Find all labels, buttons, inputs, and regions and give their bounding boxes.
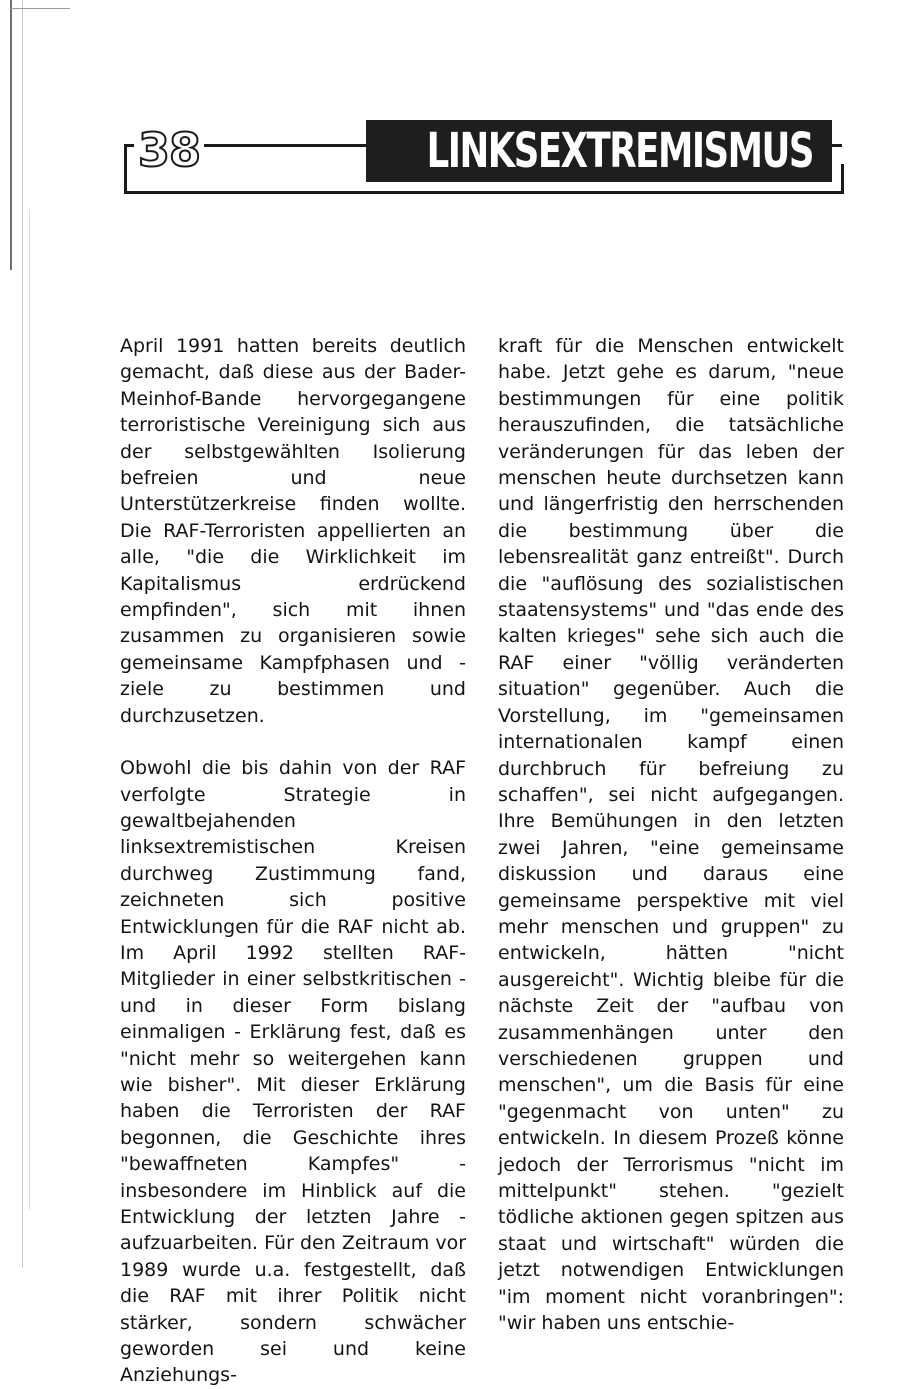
scan-edge-line (10, 8, 70, 9)
scan-edge-line (10, 0, 12, 270)
page-number: 38 (134, 122, 204, 178)
text-column-left (120, 333, 466, 1389)
scan-edge-line (22, 0, 23, 1268)
header-bracket-left (124, 144, 127, 194)
text-column-right (498, 333, 844, 1336)
section-title: LINKSEXTREMISMUS (426, 123, 813, 179)
section-title-box (366, 120, 832, 182)
paragraph: Obwohl die bis dahin von der RAF verfolgte Strategie in gewaltbejahenden linksextremistischen Kreisen durchweg Zustimmung fand, zeichneten sich positive Entwicklungen für die RAF nicht ab. Im April 1992 stellten RAF-Mitglieder in einer selbstkritischen - und in dieser Form bislang einmaligen - Erklärung fest, daß es "nicht mehr so weitergehen kann wie bisher". Mit dieser Erklärung haben die Terroristen der RAF begonnen, die Geschichte ihres "bewaffneten Kampfes" - insbesondere im Hinblick auf die Entwicklung der letzten Jahre - aufzuarbeiten. Für den Zeitraum vor 1989 wurde u.a. festgestellt, daß die RAF mit ihrer Politik nicht stärker, sondern schwächer geworden sei und keine Anziehungs- (120, 757, 466, 1387)
paragraph: kraft für die Menschen entwickelt habe. Jetzt gehe es darum, "neue bestimmungen für eine politik herauszufinden, die tatsächliche veränderungen für das leben der menschen heute durchsetzen kann und längerfristig den herrschenden die bestimmung über die lebensrealität ganz entreißt". Durch die "auflösung des sozialistischen staatensystems" und "das ende des kalten krieges" sehe sich auch die RAF einer "völlig veränderten situation" gegenüber. Auch die Vorstellung, im "gemeinsamen internationalen kampf einen durchbruch für befreiung zu schaffen", sei nicht aufgegangen. Ihre Bemühungen in den letzten zwei Jahren, "eine gemeinsame diskussion und daraus eine gemeinsame perspektive mit viel mehr menschen und gruppen" zu entwickeln, hätten "nicht ausgereicht". Wichtig bleibe für die nächste Zeit der "aufbau von zusammenhängen unter den verschiedenen gruppen und menschen", um die Basis für eine "gegenmacht von unten" zu entwickeln. In diesem Prozeß könne jedoch der Terrorismus "nicht im mittelpunkt" stehen. "gezielt tödliche aktionen gegen spitzen aus staat und wirtschaft" würden die jetzt notwendigen Entwicklungen "im moment nicht voranbringen": "wir haben uns entschie- (498, 335, 844, 1335)
page-header (118, 118, 844, 196)
paragraph: April 1991 hatten bereits deutlich gemacht, daß diese aus der Bader-Meinhof-Bande hervorgegangene terroristische Vereinigung sich aus der selbstgewählten Isolierung befreien und neue Unterstützerkreise finden wollte. Die RAF-Terroristen appellierten an alle, "die die Wirklichkeit im Kapitalismus erdrückend empfinden", sich mit ihnen zusammen zu organisieren sowie gemeinsame Kampfphasen und -ziele zu bestimmen und durchzusetzen. (120, 335, 466, 727)
header-bracket-right (841, 164, 844, 194)
paragraph-spacer (120, 729, 466, 755)
header-bottom-rule (124, 191, 842, 194)
scan-edge-line (29, 210, 30, 1210)
